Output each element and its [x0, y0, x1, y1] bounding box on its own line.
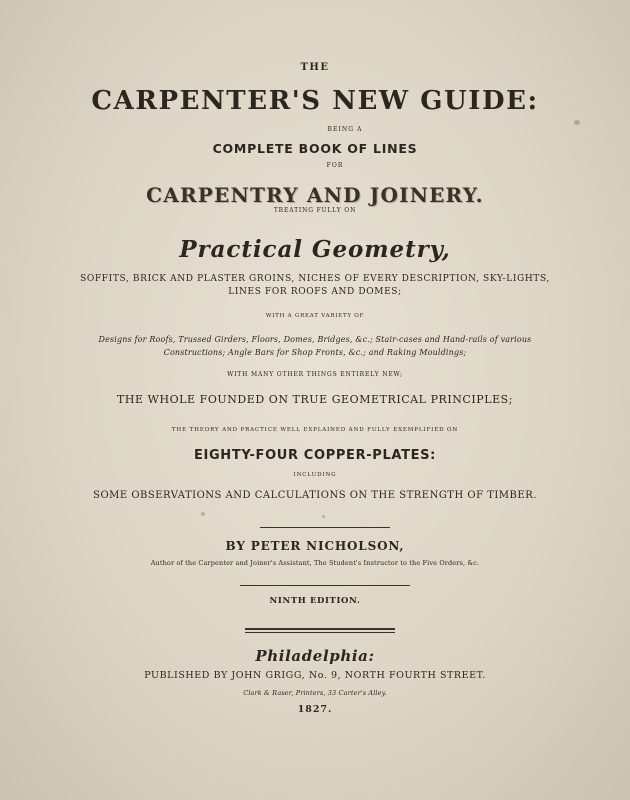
- author-name: BY PETER NICHOLSON,: [225, 539, 405, 553]
- paper-stain: [201, 512, 205, 516]
- publication-year: 1827.: [297, 704, 333, 715]
- for-text: FOR: [326, 162, 344, 169]
- author-works: Author of the Carpenter and Joiner's Assistant, The Student's Instructor to the Five Orders, &c.: [150, 559, 480, 567]
- publication-city: Philadelphia:: [255, 647, 375, 665]
- designs-line-1: Designs for Roofs, Trussed Girders, Floors, Domes, Bridges, &c.; Stair-cases and Hand-rails of various: [98, 335, 532, 344]
- subjects-line-2: LINES FOR ROOFS AND DOMES;: [228, 287, 402, 297]
- paper-stain: [574, 120, 580, 125]
- edition-text: NINTH EDITION.: [269, 596, 361, 606]
- title-the: THE: [300, 62, 330, 73]
- carpentry-joinery-heading: CARPENTRY AND JOINERY.: [146, 183, 484, 207]
- whole-founded-text: THE WHOLE FOUNDED ON TRUE GEOMETRICAL PRINCIPLES;: [116, 393, 514, 406]
- practical-geometry-heading: Practical Geometry,: [179, 236, 451, 263]
- double-rule-top: [245, 628, 395, 630]
- subjects-line-1: SOFFITS, BRICK AND PLASTER GROINS, NICHES OF EVERY DESCRIPTION, SKY-LIGHTS,: [80, 274, 550, 284]
- designs-line-2: Constructions; Angle Bars for Shop Fronts, &c.; and Raking Mouldings;: [163, 348, 467, 357]
- copper-plates-heading: EIGHTY-FOUR COPPER-PLATES:: [193, 448, 437, 463]
- paper-stain: [322, 515, 325, 518]
- divider-rule: [260, 527, 390, 528]
- complete-book-heading: COMPLETE BOOK OF LINES: [212, 141, 418, 156]
- many-other-text: WITH MANY OTHER THINGS ENTIRELY NEW;: [227, 371, 403, 378]
- double-rule-bottom: [245, 632, 395, 633]
- printers-line: Clark & Raser, Printers, 33 Carter's Alley.: [243, 689, 387, 697]
- divider-rule: [240, 585, 410, 586]
- publisher-line: PUBLISHED BY JOHN GRIGG, No. 9, NORTH FOURTH STREET.: [144, 670, 486, 681]
- treating-fully-text: TREATING FULLY ON: [273, 207, 357, 214]
- observations-text: SOME OBSERVATIONS AND CALCULATIONS ON THE STRENGTH OF TIMBER.: [93, 490, 537, 501]
- great-variety-text: WITH A GREAT VARIETY OF: [265, 313, 365, 319]
- theory-practice-text: THE THEORY AND PRACTICE WELL EXPLAINED AND FULLY EXEMPLIFIED ON: [171, 427, 459, 433]
- including-text: INCLUDING: [293, 472, 337, 478]
- main-title: CARPENTER'S NEW GUIDE:: [91, 86, 539, 116]
- being-a-text: BEING A: [327, 126, 363, 133]
